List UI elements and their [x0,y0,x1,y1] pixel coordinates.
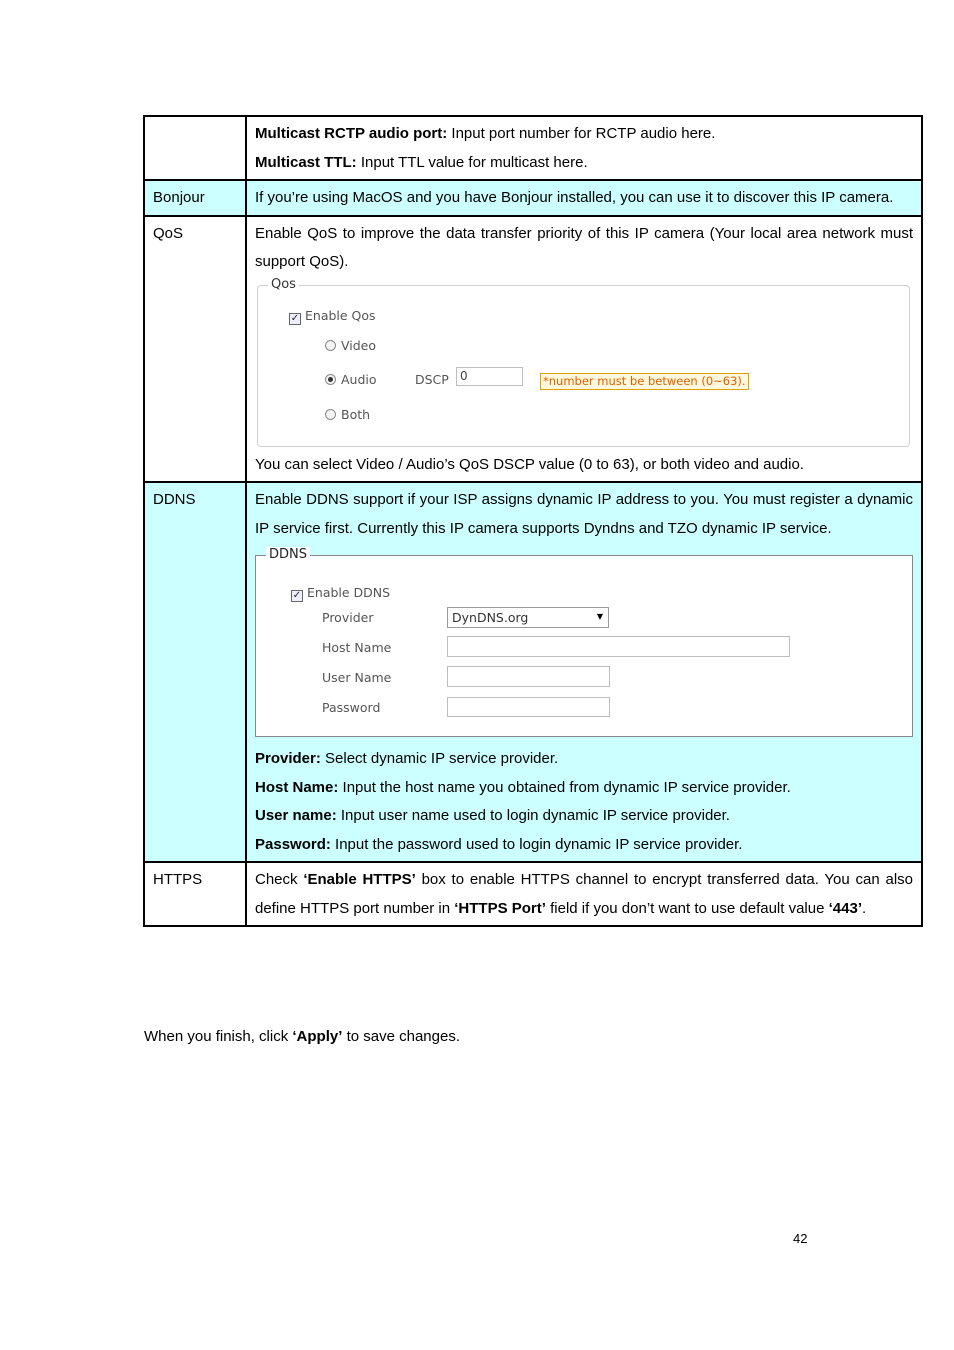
ddns-settings-panel [255,547,913,737]
qos-video-option[interactable] [325,338,376,353]
provider-label: Provider [322,610,374,625]
user-name-label: User Name [322,670,392,685]
chevron-down-icon: ▼ [596,612,603,621]
multicast-rctp-line: Multicast RCTP audio port: Input port number for RCTP audio here. [255,125,716,142]
dscp-label: DSCP [415,371,449,387]
row-label-ddns: DDNS [144,482,246,862]
qos-dscp-note: You can select Video / Audio’s QoS DSCP value (0 to 63), or both video and audio. [255,455,804,473]
qos-description: Enable QoS to improve the data transfer priority of this IP camera (Your local area network must support QoS). [255,224,913,270]
row-desc-https: Check ‘Enable HTTPS’ box to enable HTTPS channel to encrypt transferred data. You can also define HTTPS port number in ‘HTTPS Port’ field if you don’t want to use default value ‘443’. [246,862,922,926]
apply-instruction: When you finish, click ‘Apply’ to save changes. [144,1028,460,1045]
enable-qos-label: Enable Qos [305,307,376,323]
ddns-panel-legend: DDNS [266,547,310,562]
table-row-bonjour [144,180,922,216]
page-number: 42 [793,1231,808,1246]
settings-description-table [143,115,923,927]
qos-video-radio[interactable] [325,340,336,351]
ddns-password-note: Password: Input the password used to login dynamic IP service provider. [255,835,743,853]
table-row-ddns [144,482,922,862]
multicast-ttl-line: Multicast TTL: Input TTL value for multicast here. [255,153,588,171]
row-label-https: HTTPS [144,862,246,926]
row-desc-ddns [246,482,922,862]
table-row-multicast [144,116,922,180]
dscp-range-warning: *number must be between (0~63). [540,373,749,390]
row-desc-qos [246,216,922,483]
provider-select-value: DynDNS.org [452,610,529,625]
row-label-bonjour: Bonjour [144,180,246,216]
row-label-qos: QoS [144,216,246,483]
enable-qos-option[interactable] [289,308,376,325]
qos-both-radio[interactable] [325,409,336,420]
enable-qos-checkbox[interactable]: ✓ [290,312,300,324]
qos-audio-option[interactable] [325,372,377,387]
qos-panel-legend: Qos [268,277,299,292]
enable-ddns-option[interactable] [291,585,390,602]
table-row-https [144,862,922,926]
dscp-input[interactable]: 0 [456,367,523,386]
row-desc-bonjour: If you’re using MacOS and you have Bonjour installed, you can use it to discover this IP camera. [246,180,922,216]
password-label: Password [322,700,381,715]
enable-ddns-label: Enable DDNS [307,585,391,600]
provider-select[interactable] [447,607,609,628]
enable-ddns-checkbox[interactable]: ✓ [292,590,302,601]
ddns-host-note: Host Name: Input the host name you obtained from dynamic IP service provider. [255,778,791,796]
row-desc-multicast [246,116,922,180]
user-name-input[interactable] [447,666,610,687]
qos-settings-panel [257,276,910,447]
row-label-multicast [144,116,246,180]
host-name-label: Host Name [322,640,392,655]
qos-video-label: Video [341,337,377,353]
qos-both-option[interactable] [325,407,370,422]
password-input[interactable] [447,697,610,717]
ddns-provider-note: Provider: Select dynamic IP service provider. [255,750,559,767]
qos-both-label: Both [341,406,371,422]
qos-audio-label: Audio [341,371,377,387]
host-name-input[interactable] [447,636,790,657]
ddns-user-note: User name: Input user name used to login dynamic IP service provider. [255,807,730,824]
ddns-description: Enable DDNS support if your ISP assigns dynamic IP address to you. You must register a dynamic IP service first. Currently this IP camera supports Dyndns and TZO dynamic IP service. [255,491,913,537]
table-row-qos [144,216,922,483]
qos-audio-radio[interactable] [325,374,336,385]
